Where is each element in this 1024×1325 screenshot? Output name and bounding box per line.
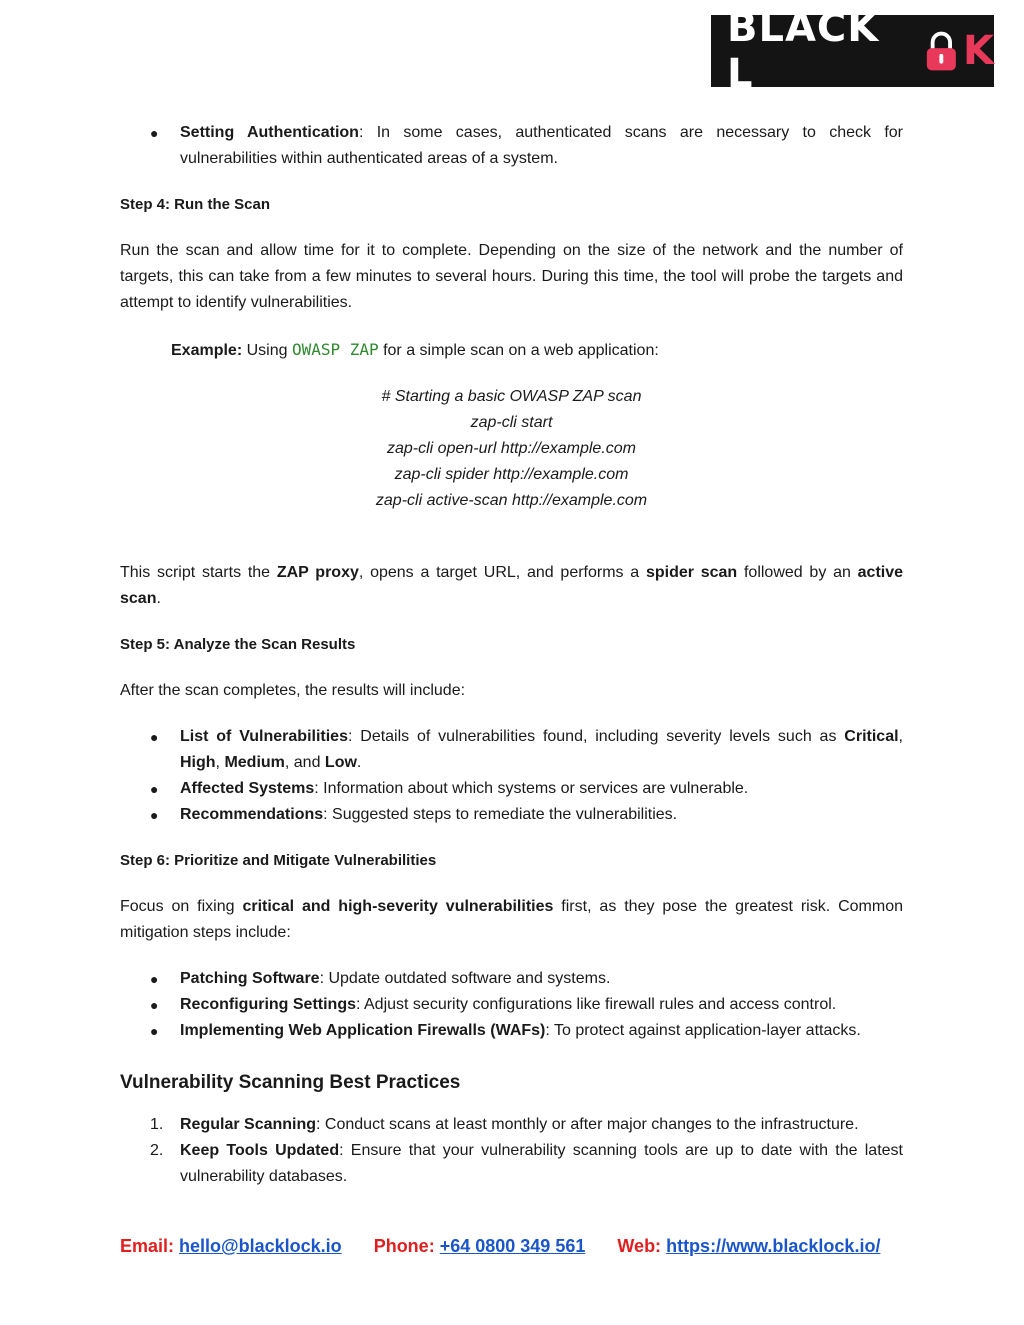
step4-heading: Step 4: Run the Scan xyxy=(120,196,271,213)
bullet-term: Keep Tools Updated xyxy=(180,1142,340,1159)
bullet-text: : Suggested steps to remediate the vulnerabilities. xyxy=(323,806,678,823)
list-item xyxy=(120,1138,903,1190)
script-paragraph xyxy=(120,560,903,612)
bullet-term: Patching Software xyxy=(180,970,320,987)
example-line xyxy=(120,337,903,364)
phone-link[interactable]: +64 0800 349 561 xyxy=(439,1236,586,1256)
example-tool: OWASP ZAP xyxy=(291,340,379,359)
code-line: zap-cli start xyxy=(470,414,553,431)
bullet-text: : Conduct scans at least monthly or after major changes to the infrastructure. xyxy=(316,1116,859,1133)
code-line: # Starting a basic OWASP ZAP scan xyxy=(381,388,642,405)
document-body xyxy=(120,120,903,1190)
severity-critical: Critical xyxy=(844,728,899,745)
list-item xyxy=(120,992,903,1018)
bullet-text: : Ensure that your vulnerability scanning tools are up to date with the latest vulnerability databases. xyxy=(180,1142,903,1185)
example-pre: Using xyxy=(242,342,292,359)
list-item xyxy=(120,802,903,828)
code-block xyxy=(120,384,903,514)
text-run: followed by an xyxy=(737,564,858,581)
list-item xyxy=(120,1018,903,1044)
blacklock-logo xyxy=(711,5,994,97)
severity-high: High xyxy=(180,754,216,771)
example-label: Example: xyxy=(171,342,243,359)
bullet-term: Setting Authentication xyxy=(180,124,359,141)
padlock-icon xyxy=(922,29,961,73)
item-number: 2. xyxy=(150,1142,164,1159)
email-label: Email: xyxy=(120,1236,175,1256)
severity-medium: Medium xyxy=(224,754,285,771)
contact-footer xyxy=(120,1236,880,1257)
example-post: for a simple scan on a web application: xyxy=(378,342,659,359)
results-list xyxy=(120,724,903,828)
bullet-term: Regular Scanning xyxy=(180,1116,317,1133)
bullet-text: : In some cases, authenticated scans are necessary to check for vulnerabilities within authenticated areas of a system. xyxy=(180,124,904,167)
bullet-term: Reconfiguring Settings xyxy=(180,996,356,1013)
bold-run: active scan xyxy=(120,564,904,607)
list-item xyxy=(120,776,903,802)
web-label: Web: xyxy=(617,1236,662,1256)
separator: . xyxy=(356,754,362,771)
item-number: 1. xyxy=(150,1116,164,1133)
bullet-term: Recommendations xyxy=(180,806,324,823)
bullet-term: Implementing Web Application Firewalls (WAFs) xyxy=(180,1022,546,1039)
bullet-text: : Update outdated software and systems. xyxy=(319,970,611,987)
bullet-term: List of Vulnerabilities xyxy=(180,728,348,745)
bullet-term: Affected Systems xyxy=(180,780,315,797)
code-line: zap-cli active-scan http://example.com xyxy=(375,492,648,509)
step4-paragraph: Run the scan and allow time for it to complete. Depending on the size of the network and the number of targets, this can take from a few minutes to several hours. During this time, the tool will probe the targets and attempt to identify vulnerabilities. xyxy=(120,242,903,311)
text-run: . xyxy=(156,590,161,607)
text-run: , opens a target URL, and performs a xyxy=(358,564,646,581)
bold-run: ZAP proxy xyxy=(276,564,359,581)
bullet-text: : To protect against application-layer attacks. xyxy=(545,1022,861,1039)
bullet-text: : Adjust security configurations like firewall rules and access control. xyxy=(356,996,837,1013)
list-item xyxy=(120,724,903,776)
step5-heading: Step 5: Analyze the Scan Results xyxy=(120,636,356,653)
separator: , xyxy=(898,728,903,745)
step5-intro: After the scan completes, the results will include: xyxy=(120,682,466,699)
bullet-text: : Information about which systems or services are vulnerable. xyxy=(314,780,749,797)
list-item xyxy=(120,966,903,992)
separator: , xyxy=(215,754,225,771)
separator: , and xyxy=(284,754,325,771)
logo-end: K xyxy=(963,28,994,74)
code-line: zap-cli spider http://example.com xyxy=(394,466,629,483)
auth-bullet-list xyxy=(120,120,903,172)
step6-intro xyxy=(120,894,903,946)
email-link[interactable]: hello@blacklock.io xyxy=(179,1236,342,1256)
logo-text: BLACK L xyxy=(727,5,880,97)
code-line: zap-cli open-url http://example.com xyxy=(387,440,636,457)
phone-label: Phone: xyxy=(373,1236,435,1256)
list-item xyxy=(120,1112,903,1138)
severity-low: Low xyxy=(324,754,357,771)
bullet-text: : Details of vulnerabilities found, including severity levels such as xyxy=(347,728,845,745)
step6-heading: Step 6: Prioritize and Mitigate Vulnerabilities xyxy=(120,852,437,869)
best-practices-list xyxy=(120,1112,903,1190)
section-heading: Vulnerability Scanning Best Practices xyxy=(120,1072,461,1093)
web-link[interactable]: https://www.blacklock.io/ xyxy=(666,1236,881,1256)
bold-run: spider scan xyxy=(645,564,738,581)
text-run: Focus on fixing xyxy=(120,898,243,915)
text-run: first, as they pose the greatest risk. Common mitigation steps include: xyxy=(120,898,904,941)
text-run: This script starts the xyxy=(120,564,277,581)
list-item xyxy=(120,120,903,172)
mitigation-list xyxy=(120,966,903,1044)
bold-run: critical and high-severity vulnerabilities xyxy=(242,898,554,915)
